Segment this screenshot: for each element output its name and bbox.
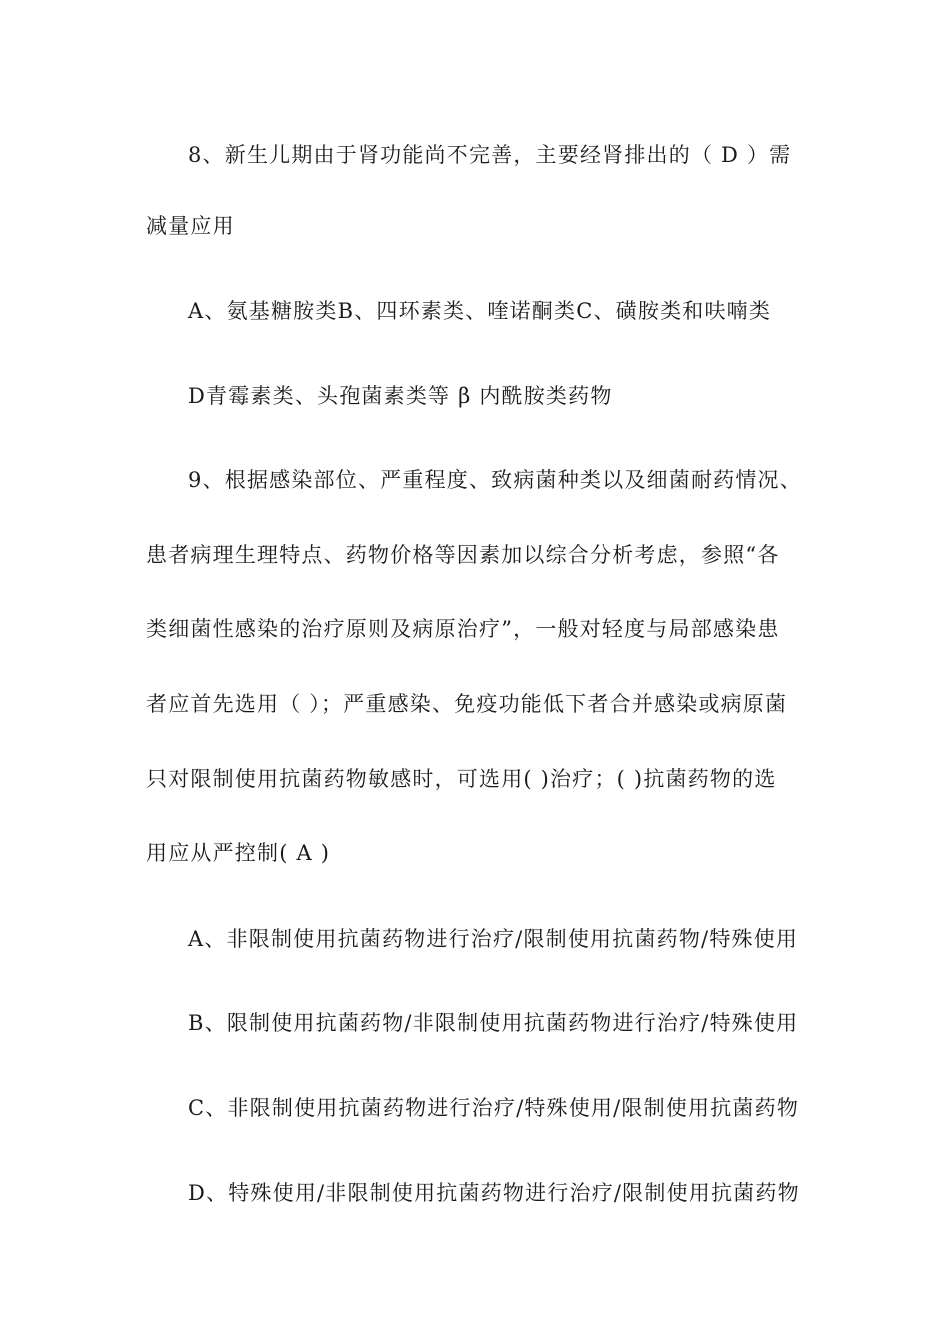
question-8-stem-line-2: 减量应用	[146, 214, 235, 238]
question-8-options-line-1: A、氨基糖胺类B、四环素类、喹诺酮类C、磺胺类和呋喃类	[188, 299, 772, 323]
question-8-stem-line-1: 8、新生儿期由于肾功能尚不完善，主要经肾排出的（ D ）需	[188, 143, 792, 167]
question-9-option-d: D、特殊使用/非限制使用抗菌药物进行治疗/限制使用抗菌药物	[188, 1181, 800, 1205]
question-9-option-b: B、限制使用抗菌药物/非限制使用抗菌药物进行治疗/特殊使用	[188, 1011, 799, 1035]
question-9-stem-line-5: 只对限制使用抗菌药物敏感时，可选用( )治疗；( )抗菌药物的选	[146, 767, 777, 791]
question-9-stem-line-3: 类细菌性感染的治疗原则及病原治疗”，一般对轻度与局部感染患	[146, 617, 780, 641]
question-9-stem-line-2: 患者病理生理特点、药物价格等因素加以综合分析考虑，参照“各	[146, 543, 780, 567]
question-9-stem-line-4: 者应首先选用（ ）；严重感染、免疫功能低下者合并感染或病原菌	[146, 692, 788, 716]
question-9-option-c: C、非限制使用抗菌药物进行治疗/特殊使用/限制使用抗菌药物	[188, 1096, 800, 1120]
question-9-stem-line-1: 9、根据感染部位、严重程度、致病菌种类以及细菌耐药情况、	[188, 468, 802, 492]
question-9-option-a: A、非限制使用抗菌药物进行治疗/限制使用抗菌药物/特殊使用	[188, 927, 799, 951]
question-9-stem-line-6: 用应从严控制( A )	[146, 841, 331, 865]
question-8-options-line-2: D青霉素类、头孢菌素类等 β 内酰胺类药物	[188, 384, 613, 408]
